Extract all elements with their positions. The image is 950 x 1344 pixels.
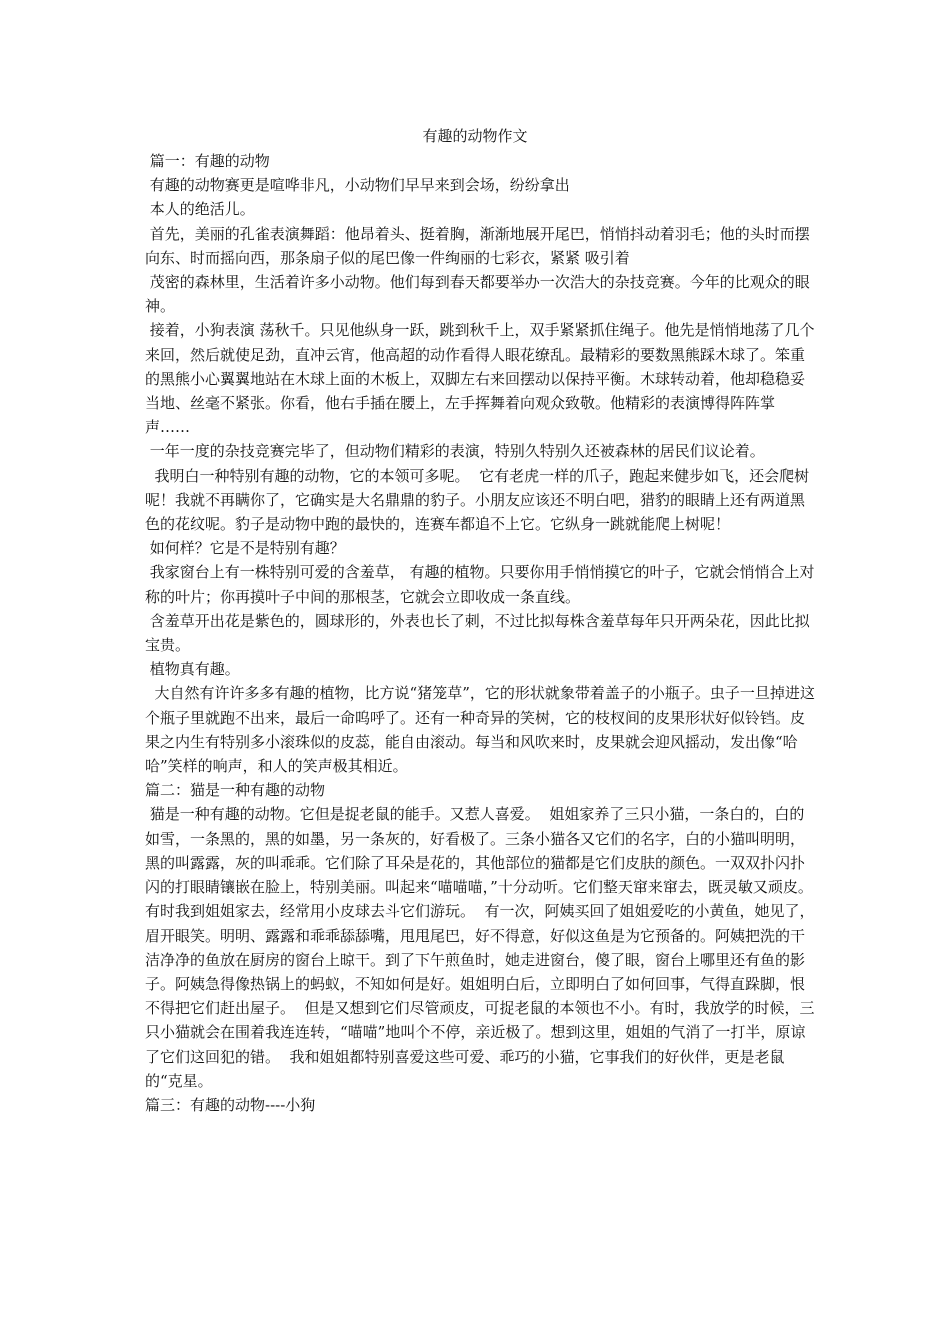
section-heading-3: 篇三：有趣的动物----小狗 bbox=[145, 1095, 316, 1114]
document-body bbox=[145, 149, 815, 1117]
paragraph: 接着，小狗表演 荡秋千。只见他纵身一跃，跳到秋千上，双手紧紧抓住绳子。他先是悄悄地荡了几个来回，然后就使足劲，直冲云宵，他高超的动作看得人眼花缭乱。最精彩的要数黑熊踩木球了。笨重的黑熊小心翼翼地站在木球上面的木板上，双脚左右来回摆动以保持平衡。木球转动着，他却稳稳妥当地、丝毫不紧张。你看，他右手插在腰上，左手挥舞着向观众致敬。他精彩的表演博得阵阵掌声…… bbox=[145, 321, 815, 437]
paragraph: 猫是一种有趣的动物。它但是捉老鼠的能手。又惹人喜爱。 姐姐家养了三只小猫，一条白的，白的如雪，一条黑的，黑的如墨，另一条灰的，好看极了。三条小猫各又它们的名字，白的小猫叫明明，黑的叫露露，灰的叫乖乖。它们除了耳朵是花的，其他部位的猫都是它们皮肤的颜色。一双双扑闪扑闪的打眼睛镶嵌在脸上，特别美丽。叫起来“喵喵喵，”十分动听。它们整天窜来窜去，既灵敏又顽皮。有时我到姐姐家去，经常用小皮球去斗它们游玩。 有一次，阿姨买回了姐姐爱吃的小黄鱼，她见了，眉开眼笑。明明、露露和乖乖舔舔嘴，甩甩尾巴，好不得意，好似这鱼是为它预备的。阿姨把洗的干洁净净的鱼放在厨房的窗台上晾干。到了下午煎鱼时，她走进窗台，傻了眼，窗台上哪里还有鱼的影子。阿姨急得像热锅上的蚂蚁，不知如何是好。姐姐明白后，立即明白了如何回事，气得直跺脚，恨不得把它们赶出屋子。 但是又想到它们尽管顽皮，可捉老鼠的本领也不小。有时，我放学的时候，三只小猫就会在围着我连连转，“喵喵”地叫个不停，亲近极了。想到这里，姐姐的气消了一打半，原谅了它们这回犯的错。 我和姐姐都特别喜爱这些可爱、乖巧的小猫，它事我们的好伙伴，更是老鼠的“克星。 bbox=[145, 805, 815, 1090]
paragraph: 我家窗台上有一株特别可爱的含羞草， 有趣的植物。只要你用手悄悄摸它的叶子，它就会悄悄合上对称的叶片；你再摸叶子中间的那根茎，它就会立即收成一条直线。 bbox=[145, 563, 815, 606]
paragraph: 植物真有趣。 bbox=[145, 660, 240, 679]
document-title: 有趣的动物作文 bbox=[422, 127, 528, 145]
paragraph: 大自然有许许多多有趣的植物，比方说“猪笼草”，它的形状就象带着盖子的小瓶子。虫子一旦掉进这个瓶子里就跑不出来，最后一命呜呼了。还有一种奇异的笑树，它的枝杈间的皮果形状好似铃铛。皮果之内生有特别多小滚珠似的皮蕊，能自由滚动。每当和风吹来时，皮果就会迎风摇动，发出像“哈哈”笑样的响声，和人的笑声极其相近。 bbox=[145, 684, 815, 776]
paragraph: 我明白一种特别有趣的动物，它的本领可多呢。 它有老虎一样的爪子，跑起来健步如飞，还会爬树呢！我就不再瞒你了，它确实是大名鼎鼎的豹子。小朋友应该还不明白吧，猎豹的眼睛上还有两道黑色的花纹呢。豹子是动物中跑的最快的，连赛车都追不上它。它纵身一跳就能爬上树呢！ bbox=[145, 466, 810, 534]
section-heading-2: 篇二：猫是一种有趣的动物 bbox=[145, 781, 326, 800]
paragraph: 一年一度的杂技竞赛完毕了，但动物们精彩的表演，特别久特别久还被森林的居民们议论着。 bbox=[145, 442, 765, 461]
paragraph: 含羞草开出花是紫色的，圆球形的，外表也长了刺，不过比拟每株含羞草每年只开两朵花，因此比拟宝贵。 bbox=[145, 611, 810, 655]
paragraph: 本人的绝活儿。 bbox=[145, 200, 255, 219]
paragraph: 如何样？它是不是特别有趣？ bbox=[145, 539, 345, 558]
section-heading-1: 篇一：有趣的动物 bbox=[145, 152, 270, 170]
paragraph: 首先，美丽的孔雀表演舞蹈：他昂着头、挺着胸，渐渐地展开尾巴，悄悄抖动着羽毛；他的头时而摆向东、时而摇向西，那条扇子似的尾巴像一件绚丽的七彩衣，紧紧 吸引着 bbox=[145, 224, 810, 267]
paragraph: 有趣的动物赛更是喧哗非凡，小动物们早早来到会场，纷纷拿出 bbox=[145, 176, 570, 195]
paragraph: 茂密的森林里，生活着许多小动物。他们每到春天都要举办一次浩大的杂技竞赛。今年的比观众的眼神。 bbox=[145, 273, 810, 316]
